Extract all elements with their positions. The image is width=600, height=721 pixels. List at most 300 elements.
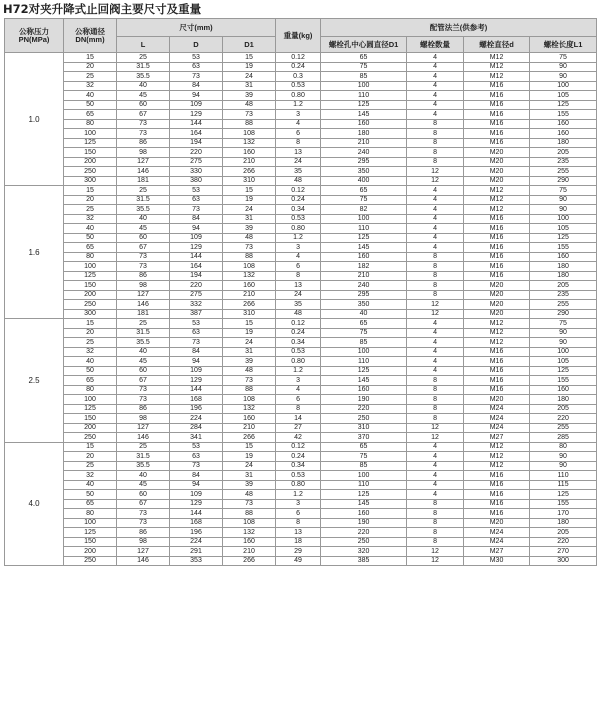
table-row — [5, 72, 597, 82]
table-row — [5, 309, 597, 319]
table-row — [5, 290, 597, 300]
cell-bolt-dia: M16 — [464, 119, 530, 129]
cell-d: 129 — [170, 499, 223, 509]
cell-dn: 50 — [64, 233, 117, 243]
cell-dn: 150 — [64, 148, 117, 158]
cell-bolt-len: 180 — [530, 395, 597, 405]
cell-d: 284 — [170, 423, 223, 433]
table-row — [5, 176, 597, 186]
cell-l: 67 — [117, 499, 170, 509]
cell-weight: 18 — [276, 537, 321, 547]
cell-l: 35.5 — [117, 461, 170, 471]
cell-dn: 15 — [64, 442, 117, 452]
cell-bolt-len: 75 — [530, 186, 597, 196]
cell-weight: 0.53 — [276, 347, 321, 357]
cell-d: 144 — [170, 385, 223, 395]
cell-l: 73 — [117, 262, 170, 272]
cell-d1: 210 — [223, 547, 276, 557]
cell-bolt-dia: M16 — [464, 499, 530, 509]
cell-bolt-circle: 220 — [321, 404, 407, 414]
cell-dn: 25 — [64, 205, 117, 215]
cell-dn: 40 — [64, 224, 117, 234]
cell-l: 67 — [117, 376, 170, 386]
cell-bolt-qty: 8 — [407, 252, 464, 262]
cell-dn: 15 — [64, 53, 117, 63]
cell-bolt-dia: M16 — [464, 480, 530, 490]
cell-weight: 35 — [276, 167, 321, 177]
cell-dn: 250 — [64, 433, 117, 443]
header-l: L — [117, 37, 170, 53]
cell-d: 109 — [170, 233, 223, 243]
cell-bolt-qty: 4 — [407, 53, 464, 63]
cell-d1: 39 — [223, 357, 276, 367]
cell-l: 73 — [117, 385, 170, 395]
cell-bolt-circle: 240 — [321, 281, 407, 291]
cell-l: 181 — [117, 309, 170, 319]
cell-dn: 200 — [64, 157, 117, 167]
cell-bolt-len: 205 — [530, 281, 597, 291]
cell-bolt-len: 155 — [530, 243, 597, 253]
cell-d: 144 — [170, 119, 223, 129]
cell-bolt-circle: 100 — [321, 471, 407, 481]
cell-d: 84 — [170, 347, 223, 357]
cell-d1: 310 — [223, 309, 276, 319]
cell-bolt-qty: 4 — [407, 452, 464, 462]
cell-bolt-dia: M16 — [464, 357, 530, 367]
cell-bolt-qty: 8 — [407, 414, 464, 424]
table-row — [5, 271, 597, 281]
cell-dn: 15 — [64, 186, 117, 196]
cell-bolt-circle: 75 — [321, 195, 407, 205]
cell-bolt-len: 100 — [530, 214, 597, 224]
cell-d1: 39 — [223, 480, 276, 490]
cell-bolt-circle: 85 — [321, 338, 407, 348]
cell-d1: 132 — [223, 528, 276, 538]
cell-d1: 160 — [223, 414, 276, 424]
cell-dn: 32 — [64, 347, 117, 357]
cell-bolt-qty: 4 — [407, 480, 464, 490]
header-bolt-qty: 螺栓数量 — [407, 37, 464, 53]
cell-bolt-dia: M16 — [464, 110, 530, 120]
table-row — [5, 518, 597, 528]
cell-bolt-len: 75 — [530, 319, 597, 329]
cell-bolt-len: 180 — [530, 271, 597, 281]
cell-bolt-circle: 250 — [321, 414, 407, 424]
cell-l: 127 — [117, 423, 170, 433]
table-row — [5, 328, 597, 338]
cell-d1: 24 — [223, 461, 276, 471]
cell-dn: 100 — [64, 129, 117, 139]
cell-bolt-qty: 8 — [407, 376, 464, 386]
cell-d1: 310 — [223, 176, 276, 186]
cell-weight: 0.12 — [276, 186, 321, 196]
cell-l: 25 — [117, 186, 170, 196]
table-row — [5, 138, 597, 148]
cell-bolt-circle: 100 — [321, 81, 407, 91]
cell-bolt-circle: 145 — [321, 499, 407, 509]
cell-bolt-dia: M12 — [464, 328, 530, 338]
cell-l: 31.5 — [117, 195, 170, 205]
cell-weight: 1.2 — [276, 233, 321, 243]
header-d: D — [170, 37, 223, 53]
cell-dn: 100 — [64, 395, 117, 405]
table-row — [5, 119, 597, 129]
table-row — [5, 252, 597, 262]
cell-weight: 3 — [276, 243, 321, 253]
table-row — [5, 157, 597, 167]
cell-d1: 15 — [223, 53, 276, 63]
cell-l: 86 — [117, 271, 170, 281]
cell-d1: 48 — [223, 490, 276, 500]
cell-bolt-circle: 145 — [321, 243, 407, 253]
cell-bolt-qty: 8 — [407, 290, 464, 300]
cell-bolt-circle: 110 — [321, 357, 407, 367]
cell-bolt-dia: M16 — [464, 385, 530, 395]
table-row — [5, 556, 597, 566]
cell-dn: 32 — [64, 81, 117, 91]
header-bolt-len: 螺栓长度L1 — [530, 37, 597, 53]
cell-bolt-circle: 250 — [321, 537, 407, 547]
cell-weight: 1.2 — [276, 100, 321, 110]
cell-bolt-qty: 4 — [407, 214, 464, 224]
cell-weight: 8 — [276, 404, 321, 414]
cell-d1: 39 — [223, 91, 276, 101]
page-title: H72对夹升降式止回阀主要尺寸及重量 — [3, 2, 202, 16]
cell-l: 146 — [117, 167, 170, 177]
cell-bolt-qty: 4 — [407, 110, 464, 120]
cell-l: 98 — [117, 148, 170, 158]
cell-bolt-circle: 160 — [321, 252, 407, 262]
cell-d: 53 — [170, 186, 223, 196]
cell-dn: 250 — [64, 556, 117, 566]
cell-bolt-len: 205 — [530, 528, 597, 538]
cell-dn: 200 — [64, 547, 117, 557]
cell-d: 380 — [170, 176, 223, 186]
cell-bolt-len: 155 — [530, 376, 597, 386]
cell-dn: 20 — [64, 452, 117, 462]
cell-l: 98 — [117, 281, 170, 291]
cell-l: 60 — [117, 366, 170, 376]
cell-bolt-circle: 125 — [321, 366, 407, 376]
cell-bolt-circle: 385 — [321, 556, 407, 566]
cell-l: 40 — [117, 471, 170, 481]
cell-bolt-len: 90 — [530, 72, 597, 82]
cell-weight: 0.80 — [276, 224, 321, 234]
table-row — [5, 376, 597, 386]
cell-d: 109 — [170, 490, 223, 500]
cell-bolt-circle: 110 — [321, 224, 407, 234]
cell-l: 60 — [117, 233, 170, 243]
cell-bolt-dia: M12 — [464, 442, 530, 452]
cell-bolt-qty: 8 — [407, 518, 464, 528]
cell-bolt-dia: M24 — [464, 414, 530, 424]
cell-dn: 65 — [64, 243, 117, 253]
cell-weight: 48 — [276, 309, 321, 319]
cell-bolt-qty: 12 — [407, 300, 464, 310]
table-row — [5, 547, 597, 557]
cell-bolt-qty: 8 — [407, 271, 464, 281]
cell-bolt-dia: M16 — [464, 490, 530, 500]
cell-l: 146 — [117, 300, 170, 310]
cell-bolt-dia: M12 — [464, 186, 530, 196]
cell-bolt-qty: 8 — [407, 262, 464, 272]
table-row — [5, 528, 597, 538]
cell-bolt-qty: 8 — [407, 157, 464, 167]
cell-l: 40 — [117, 347, 170, 357]
cell-d: 168 — [170, 395, 223, 405]
cell-weight: 6 — [276, 509, 321, 519]
cell-d1: 210 — [223, 290, 276, 300]
table-row — [5, 91, 597, 101]
cell-weight: 0.24 — [276, 62, 321, 72]
cell-weight: 3 — [276, 376, 321, 386]
cell-bolt-dia: M16 — [464, 100, 530, 110]
cell-bolt-qty: 12 — [407, 309, 464, 319]
cell-bolt-dia: M16 — [464, 347, 530, 357]
table-row — [5, 167, 597, 177]
cell-bolt-dia: M16 — [464, 233, 530, 243]
cell-dn: 32 — [64, 471, 117, 481]
cell-bolt-dia: M12 — [464, 461, 530, 471]
cell-weight: 13 — [276, 528, 321, 538]
cell-bolt-circle: 75 — [321, 328, 407, 338]
cell-bolt-len: 180 — [530, 262, 597, 272]
cell-dn: 125 — [64, 271, 117, 281]
cell-bolt-circle: 295 — [321, 290, 407, 300]
pressure-cell: 1.0 — [5, 53, 64, 186]
cell-d1: 266 — [223, 167, 276, 177]
cell-bolt-len: 205 — [530, 404, 597, 414]
cell-weight: 1.2 — [276, 366, 321, 376]
cell-l: 35.5 — [117, 205, 170, 215]
cell-dn: 250 — [64, 300, 117, 310]
cell-bolt-qty: 4 — [407, 461, 464, 471]
cell-bolt-circle: 182 — [321, 262, 407, 272]
cell-d1: 132 — [223, 404, 276, 414]
cell-bolt-circle: 350 — [321, 300, 407, 310]
cell-bolt-len: 90 — [530, 195, 597, 205]
cell-d1: 19 — [223, 452, 276, 462]
cell-bolt-circle: 145 — [321, 376, 407, 386]
cell-bolt-qty: 8 — [407, 395, 464, 405]
cell-d: 220 — [170, 148, 223, 158]
cell-l: 86 — [117, 528, 170, 538]
cell-l: 73 — [117, 129, 170, 139]
cell-bolt-circle: 190 — [321, 395, 407, 405]
cell-bolt-dia: M16 — [464, 262, 530, 272]
cell-weight: 0.12 — [276, 53, 321, 63]
cell-bolt-len: 220 — [530, 414, 597, 424]
header-size-group: 尺寸(mm) — [117, 19, 276, 37]
cell-bolt-dia: M16 — [464, 81, 530, 91]
cell-bolt-qty: 4 — [407, 366, 464, 376]
table-row — [5, 347, 597, 357]
cell-d1: 132 — [223, 138, 276, 148]
cell-bolt-circle: 65 — [321, 53, 407, 63]
cell-d: 63 — [170, 62, 223, 72]
cell-d: 194 — [170, 138, 223, 148]
table-row — [5, 81, 597, 91]
cell-weight: 0.34 — [276, 338, 321, 348]
cell-weight: 0.12 — [276, 319, 321, 329]
cell-dn: 100 — [64, 262, 117, 272]
cell-d: 53 — [170, 319, 223, 329]
cell-d: 224 — [170, 414, 223, 424]
cell-weight: 8 — [276, 138, 321, 148]
pressure-cell: 4.0 — [5, 442, 64, 566]
cell-bolt-qty: 12 — [407, 167, 464, 177]
cell-bolt-len: 90 — [530, 328, 597, 338]
cell-bolt-qty: 12 — [407, 176, 464, 186]
cell-weight: 0.53 — [276, 471, 321, 481]
table-row — [5, 233, 597, 243]
cell-weight: 4 — [276, 119, 321, 129]
cell-bolt-len: 160 — [530, 252, 597, 262]
cell-bolt-dia: M24 — [464, 404, 530, 414]
cell-weight: 29 — [276, 547, 321, 557]
cell-bolt-circle: 190 — [321, 518, 407, 528]
cell-weight: 42 — [276, 433, 321, 443]
cell-weight: 8 — [276, 271, 321, 281]
cell-d: 341 — [170, 433, 223, 443]
cell-d1: 19 — [223, 195, 276, 205]
cell-d1: 39 — [223, 224, 276, 234]
cell-bolt-qty: 8 — [407, 281, 464, 291]
cell-bolt-len: 105 — [530, 224, 597, 234]
cell-bolt-len: 90 — [530, 452, 597, 462]
cell-bolt-dia: M12 — [464, 205, 530, 215]
cell-bolt-circle: 180 — [321, 129, 407, 139]
table-row — [5, 461, 597, 471]
cell-l: 127 — [117, 547, 170, 557]
cell-d: 194 — [170, 271, 223, 281]
cell-weight: 0.3 — [276, 72, 321, 82]
cell-d: 53 — [170, 53, 223, 63]
cell-bolt-len: 100 — [530, 81, 597, 91]
cell-d1: 19 — [223, 328, 276, 338]
cell-d: 164 — [170, 262, 223, 272]
cell-weight: 8 — [276, 518, 321, 528]
pressure-cell: 2.5 — [5, 319, 64, 443]
cell-bolt-qty: 12 — [407, 423, 464, 433]
table-row — [5, 243, 597, 253]
cell-l: 73 — [117, 395, 170, 405]
cell-d1: 160 — [223, 148, 276, 158]
cell-bolt-dia: M20 — [464, 309, 530, 319]
cell-bolt-circle: 65 — [321, 442, 407, 452]
cell-bolt-len: 125 — [530, 233, 597, 243]
cell-bolt-dia: M12 — [464, 62, 530, 72]
cell-dn: 25 — [64, 461, 117, 471]
cell-l: 31.5 — [117, 328, 170, 338]
cell-bolt-circle: 320 — [321, 547, 407, 557]
cell-bolt-qty: 4 — [407, 442, 464, 452]
cell-bolt-qty: 8 — [407, 537, 464, 547]
cell-d: 196 — [170, 528, 223, 538]
cell-d1: 24 — [223, 72, 276, 82]
cell-dn: 150 — [64, 414, 117, 424]
cell-d: 224 — [170, 537, 223, 547]
cell-bolt-len: 300 — [530, 556, 597, 566]
cell-d: 353 — [170, 556, 223, 566]
cell-d: 73 — [170, 72, 223, 82]
cell-dn: 50 — [64, 490, 117, 500]
cell-dn: 80 — [64, 385, 117, 395]
table-row — [5, 537, 597, 547]
cell-bolt-len: 180 — [530, 518, 597, 528]
cell-l: 25 — [117, 53, 170, 63]
cell-l: 181 — [117, 176, 170, 186]
cell-bolt-dia: M16 — [464, 376, 530, 386]
cell-bolt-circle: 145 — [321, 110, 407, 120]
cell-bolt-qty: 4 — [407, 205, 464, 215]
cell-bolt-qty: 12 — [407, 433, 464, 443]
cell-weight: 3 — [276, 499, 321, 509]
cell-l: 45 — [117, 91, 170, 101]
table-row — [5, 186, 597, 196]
cell-l: 98 — [117, 414, 170, 424]
cell-bolt-dia: M20 — [464, 148, 530, 158]
cell-bolt-circle: 295 — [321, 157, 407, 167]
cell-bolt-qty: 4 — [407, 490, 464, 500]
pressure-cell: 1.6 — [5, 186, 64, 319]
table-row — [5, 205, 597, 215]
cell-d: 275 — [170, 157, 223, 167]
cell-l: 146 — [117, 556, 170, 566]
cell-weight: 0.80 — [276, 91, 321, 101]
cell-bolt-dia: M20 — [464, 395, 530, 405]
cell-d1: 160 — [223, 281, 276, 291]
cell-d1: 73 — [223, 499, 276, 509]
cell-bolt-qty: 4 — [407, 62, 464, 72]
cell-bolt-dia: M20 — [464, 176, 530, 186]
table-row — [5, 214, 597, 224]
cell-bolt-len: 235 — [530, 290, 597, 300]
cell-dn: 50 — [64, 100, 117, 110]
cell-d: 84 — [170, 471, 223, 481]
cell-d1: 73 — [223, 110, 276, 120]
cell-bolt-len: 75 — [530, 53, 597, 63]
cell-d: 94 — [170, 224, 223, 234]
cell-bolt-dia: M12 — [464, 338, 530, 348]
cell-dn: 125 — [64, 404, 117, 414]
cell-bolt-qty: 4 — [407, 233, 464, 243]
cell-bolt-len: 115 — [530, 480, 597, 490]
cell-l: 31.5 — [117, 452, 170, 462]
table-row — [5, 509, 597, 519]
cell-bolt-len: 90 — [530, 62, 597, 72]
cell-bolt-circle: 75 — [321, 62, 407, 72]
cell-bolt-dia: M16 — [464, 138, 530, 148]
cell-bolt-circle: 210 — [321, 271, 407, 281]
cell-d1: 24 — [223, 205, 276, 215]
cell-d1: 108 — [223, 129, 276, 139]
cell-d: 129 — [170, 243, 223, 253]
cell-weight: 0.24 — [276, 452, 321, 462]
cell-bolt-qty: 4 — [407, 471, 464, 481]
table-row — [5, 300, 597, 310]
cell-dn: 15 — [64, 319, 117, 329]
cell-d: 84 — [170, 214, 223, 224]
cell-bolt-len: 90 — [530, 338, 597, 348]
table-row — [5, 423, 597, 433]
cell-l: 40 — [117, 214, 170, 224]
table-row — [5, 262, 597, 272]
cell-bolt-len: 220 — [530, 537, 597, 547]
cell-bolt-circle: 65 — [321, 186, 407, 196]
cell-dn: 80 — [64, 252, 117, 262]
cell-weight: 35 — [276, 300, 321, 310]
